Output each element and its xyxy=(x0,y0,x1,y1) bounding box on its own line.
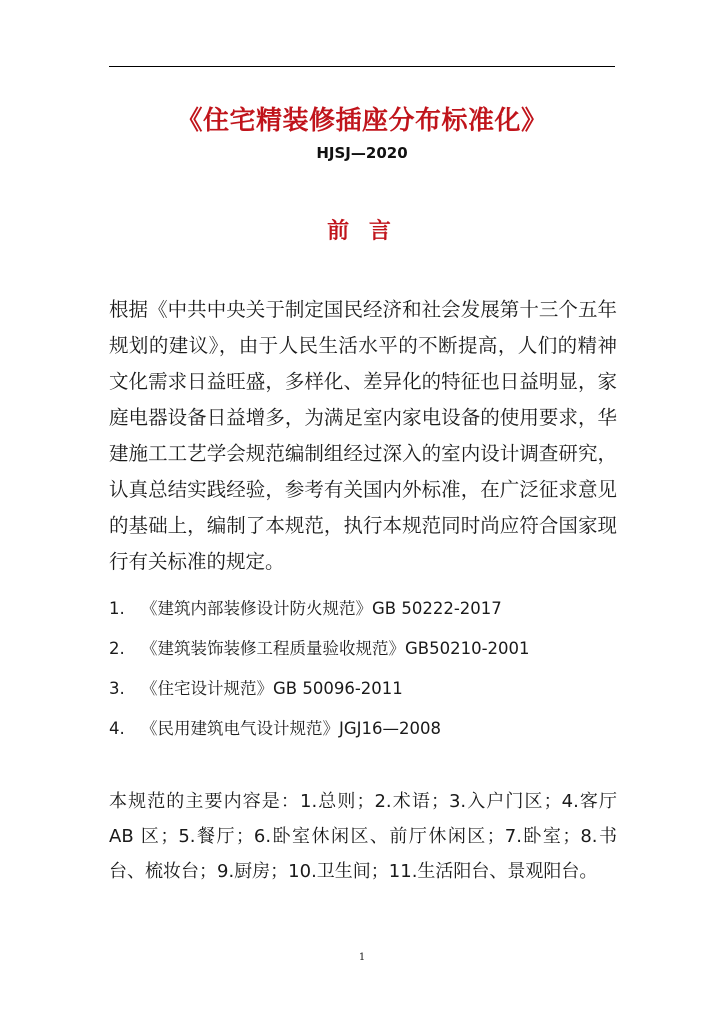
reference-item xyxy=(109,634,617,674)
reference-item xyxy=(109,714,617,754)
reference-number: 3. xyxy=(109,679,125,698)
reference-list xyxy=(109,594,617,754)
reference-text: 《建筑装饰装修工程质量验收规范》GB50210-2001 xyxy=(141,639,530,658)
page-number: 1 xyxy=(358,952,366,963)
reference-text: 《建筑内部装修设计防火规范》GB 50222-2017 xyxy=(141,599,502,618)
contents-paragraph: 本规范的主要内容是：1.总则；2.术语；3.入户门区；4.客厅 AB 区；5.餐厅；6.卧室休闲区、前厅休闲区；7.卧室；8.书台、梳妆台；9.厨房；10.卫生间；11.生活阳台、景观阳台。 xyxy=(109,791,617,882)
reference-item xyxy=(109,594,617,634)
reference-number: 2. xyxy=(109,639,125,658)
document-title: 《住宅精装修插座分布标准化》 xyxy=(176,106,548,136)
reference-number: 4. xyxy=(109,719,125,738)
intro-paragraph: 根据《中共中央关于制定国民经济和社会发展第十三个五年规划的建议》，由于人民生活水平的不断提高，人们的精神文化需求日益旺盛，多样化、差异化的特征也日益明显，家庭电器设备日益增多，为满足室内家电设备的使用要求，华建施工工艺学会规范编制组经过深入的室内设计调查研究，认真总结实践经验，参考有关国内外标准，在广泛征求意见的基础上，编制了本规范，执行本规范同时尚应符合国家现行有关标准的规定。 xyxy=(109,298,617,573)
reference-number: 1. xyxy=(109,599,125,618)
document-code: HJSJ—2020 xyxy=(316,144,408,162)
top-divider-rule xyxy=(109,66,615,67)
reference-text: 《民用建筑电气设计规范》JGJ16—2008 xyxy=(141,719,442,738)
reference-text: 《住宅设计规范》GB 50096-2011 xyxy=(141,679,403,698)
reference-item xyxy=(109,674,617,714)
section-heading-preface: 前 言 xyxy=(327,219,397,244)
